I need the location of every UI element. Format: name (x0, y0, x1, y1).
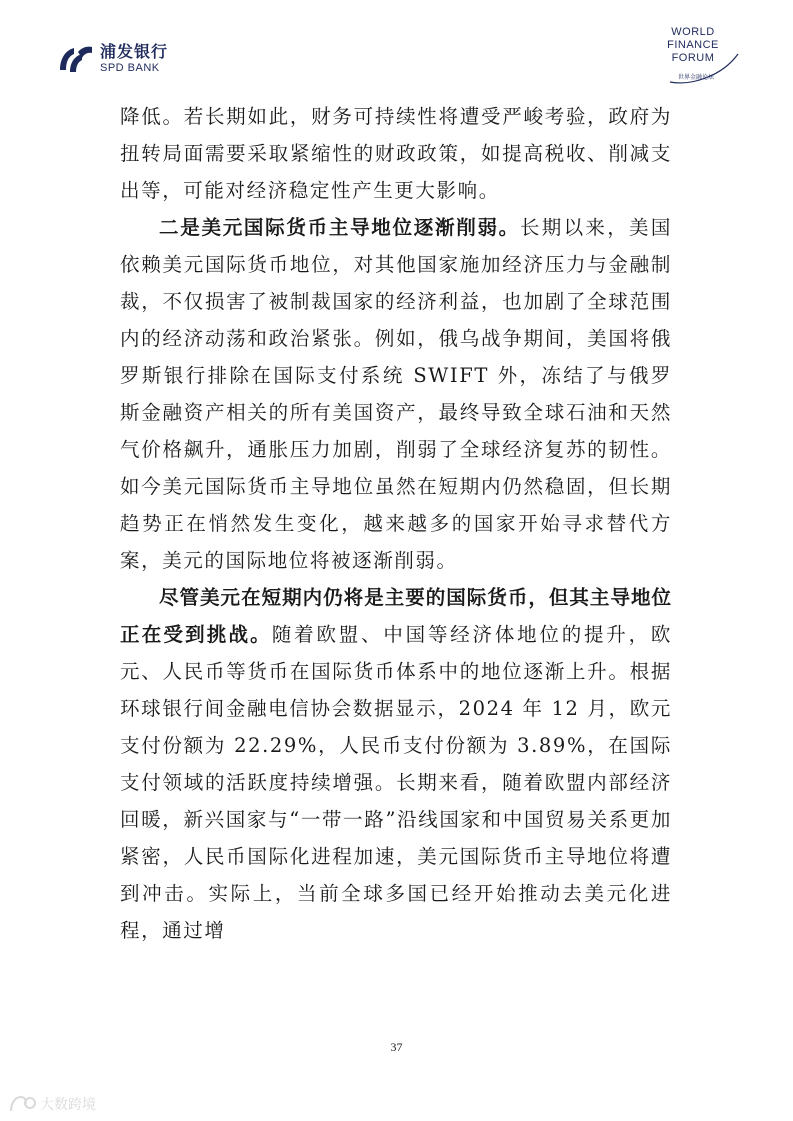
paragraph-1: 降低。若长期如此，财务可持续性将遭受严峻考验，政府为扭转局面需要采取紧缩性的财政政策，如提高税收、削减支出等，可能对经济稳定性产生更大影响。 (120, 105, 672, 202)
paragraph-2 (120, 209, 672, 579)
spd-bank-logo-icon (58, 44, 94, 74)
paragraph-3-heading: 尽管美元在短期内仍将是主要的国际货币，但其主导地位正在受到挑战。 (120, 586, 672, 646)
paragraph-3-text: 随着欧盟、中国等经济体地位的提升，欧元、人民币等货币在国际货币体系中的地位逐渐上升。根据环球银行间金融电信协会数据显示，2024 年 12 月，欧元支付份额为 22.29%，人民币支付份额为 3.89%，在国际支付领域的活跃度持续增强。长期来看，随着欧盟内部经济回暖，新兴国家与“一带一路”沿线国家和中国贸易关系更加紧密，人民币国际化进程加速，美元国际货币主导地位将遭到冲击。实际上，当前全球多国已经开始推动去美元化进程，通过增 (120, 623, 672, 942)
watermark-text: 大数跨境 (40, 1097, 96, 1113)
watermark (8, 1093, 96, 1115)
world-finance-forum-logo (662, 26, 742, 86)
paragraph-3 (120, 579, 672, 949)
spd-bank-name-en: SPD BANK (100, 62, 160, 74)
paragraph-2-text: 长期以来，美国依赖美元国际货币地位，对其他国家施加经济压力与金融制裁，不仅损害了被制裁国家的经济利益，也加剧了全球范围内的经济动荡和政治紧张。例如，俄乌战争期间，美国将俄罗斯银行排除在国际支付系统 SWIFT 外，冻结了与俄罗斯金融资产相关的所有美国资产，最终导致全球石油和天然气价格飙升，通胀压力加剧，削弱了全球经济复苏的韧性。如今美元国际货币主导地位虽然在短期内仍然稳固，但长期趋势正在悄然发生变化，越来越多的国家开始寻求替代方案，美元的国际地位将被逐渐削弱。 (120, 216, 672, 572)
spd-bank-name-cn: 浦发银行 (100, 42, 169, 61)
document-body (120, 98, 672, 949)
paragraph-2-heading: 二是美元国际货币主导地位逐渐削弱。 (159, 216, 520, 239)
wff-line-3: FORUM (671, 52, 715, 64)
page-number: 37 (390, 1040, 403, 1054)
watermark-icon (8, 1093, 38, 1115)
wff-line-2: FINANCE (667, 39, 719, 51)
wff-tagline-cn: 世界金融论坛 (678, 74, 715, 81)
wff-line-1: WORLD (671, 26, 715, 38)
spd-bank-logo (58, 44, 168, 74)
